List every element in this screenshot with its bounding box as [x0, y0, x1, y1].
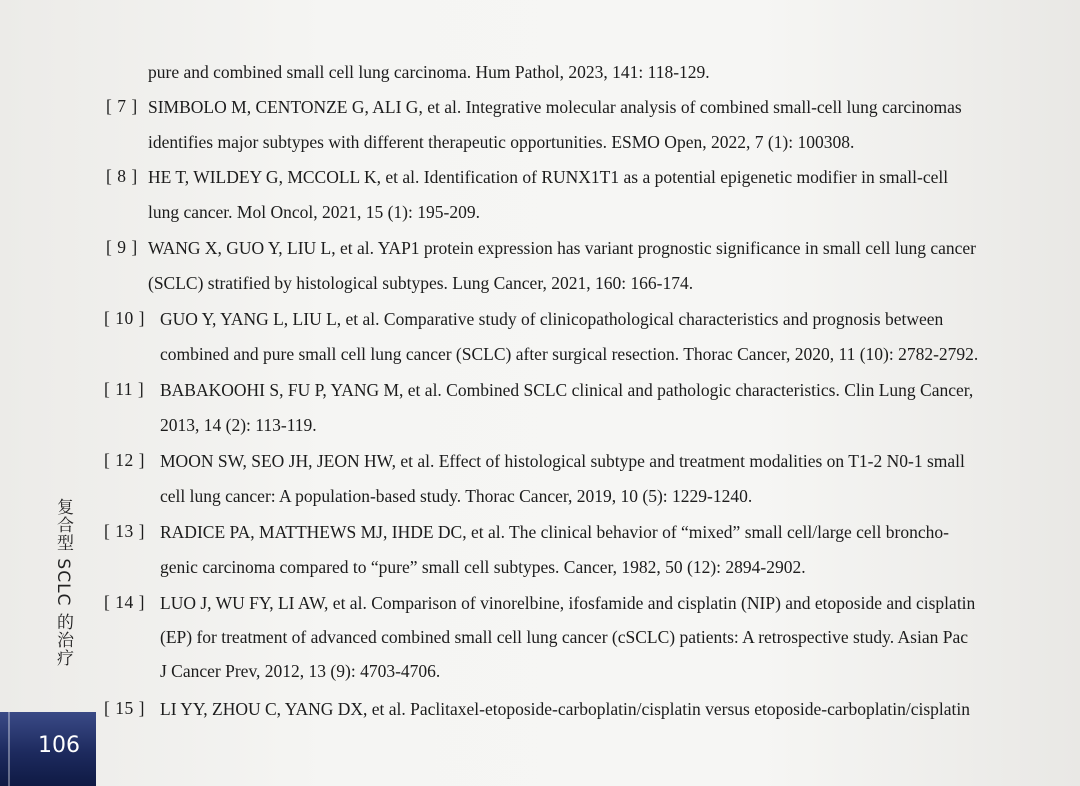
- reference-14-line-1: LUO J, WU FY, LI AW, et al. Comparison of vinorelbine, ifosfamide and cisplatin (NIP) and etoposide and cisplatin: [160, 593, 976, 613]
- reference-10-line-1: GUO Y, YANG L, LIU L, et al. Comparative study of clinicopathological characteristics and prognosis between: [160, 309, 944, 329]
- reference-11-line-1: BABAKOOHI S, FU P, YANG M, et al. Combined SCLC clinical and pathologic characteristics. Clin Lung Cancer,: [160, 380, 974, 400]
- reference-8-line-2: lung cancer. Mol Oncol, 2021, 15 (1): 195-209.: [148, 202, 480, 222]
- page-number: 106: [38, 733, 80, 758]
- reference-10-line-2: combined and pure small cell lung cancer (SCLC) after surgical resection. Thorac Cancer, 2020, 11 (10): 2782-2792.: [160, 344, 979, 364]
- reference-12-line-2: cell lung cancer: A population-based study. Thorac Cancer, 2019, 10 (5): 1229-1240.: [160, 486, 753, 506]
- reference-10-number: [ 10 ]: [104, 308, 145, 328]
- reference-12-number: [ 12 ]: [104, 450, 145, 470]
- chapter-side-title: 复合型 SCLC 的治疗: [53, 498, 73, 667]
- reference-13-line-1: RADICE PA, MATTHEWS MJ, IHDE DC, et al. The clinical behavior of “mixed” small cell/large cell broncho-: [160, 522, 949, 542]
- reference-11-number: [ 11 ]: [104, 379, 145, 399]
- reference-11-line-2: 2013, 14 (2): 113-119.: [160, 415, 317, 435]
- reference-14-line-3: J Cancer Prev, 2012, 13 (9): 4703-4706.: [160, 661, 441, 681]
- reference-15-number: [ 15 ]: [104, 698, 145, 718]
- reference-8-number: [ 8 ]: [106, 166, 138, 186]
- reference-8-line-1: HE T, WILDEY G, MCCOLL K, et al. Identification of RUNX1T1 as a potential epigenetic modifier in small-cell: [148, 167, 949, 187]
- reference-6-line-2: pure and combined small cell lung carcinoma. Hum Pathol, 2023, 141: 118-129.: [148, 62, 710, 82]
- reference-15-line-1: LI YY, ZHOU C, YANG DX, et al. Paclitaxel-etoposide-carboplatin/cisplatin versus etoposide-carboplatin/cisplatin: [160, 699, 970, 719]
- reference-14-line-2: (EP) for treatment of advanced combined small cell lung cancer (cSCLC) patients: A retrospective study. Asian Pac: [160, 627, 968, 647]
- reference-13-line-2: genic carcinoma compared to “pure” small cell subtypes. Cancer, 1982, 50 (12): 2894-2902.: [160, 557, 806, 577]
- reference-13-number: [ 13 ]: [104, 521, 145, 541]
- reference-7-number: [ 7 ]: [106, 96, 138, 116]
- reference-9-number: [ 9 ]: [106, 237, 138, 257]
- reference-7-line-1: SIMBOLO M, CENTONZE G, ALI G, et al. Integrative molecular analysis of combined small-cell lung carcinomas: [148, 97, 962, 117]
- reference-9-line-2: (SCLC) stratified by histological subtypes. Lung Cancer, 2021, 160: 166-174.: [148, 273, 694, 293]
- reference-12-line-1: MOON SW, SEO JH, JEON HW, et al. Effect of histological subtype and treatment modalities on T1-2 N0-1 small: [160, 451, 965, 471]
- reference-9-line-1: WANG X, GUO Y, LIU L, et al. YAP1 protein expression has variant prognostic significance in small cell lung cancer: [148, 238, 976, 258]
- reference-14-number: [ 14 ]: [104, 592, 145, 612]
- reference-7-line-2: identifies major subtypes with different therapeutic opportunities. ESMO Open, 2022, 7 (1): 100308.: [148, 132, 855, 152]
